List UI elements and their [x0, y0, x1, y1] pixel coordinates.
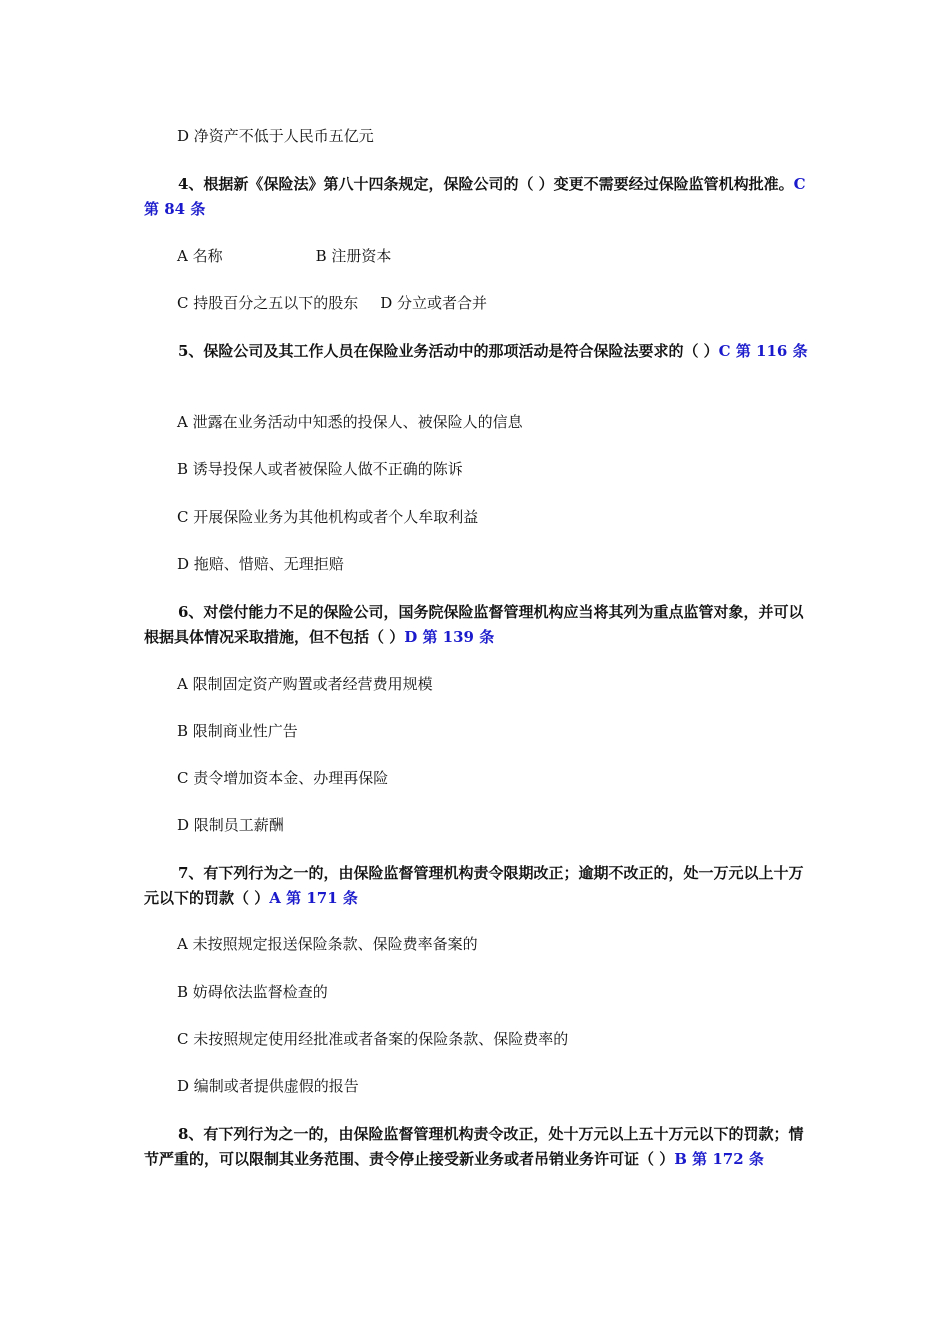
option-b: B 妨碍依法监督检查的 — [177, 983, 328, 1001]
question-text: 5、保险公司及其工作人员在保险业务活动中的那项活动是符合保险法要求的（ ） — [178, 342, 719, 360]
question-text: 8、有下列行为之一的，由保险监督管理机构责令改正，处十万元以上五十万元以下的罚款；情节严重的，可以限制其业务范围、责令停止接受新业务或者吊销业务许可证（ ） — [144, 1125, 804, 1168]
question-text: 6、对偿付能力不足的保险公司，国务院保险监督管理机构应当将其列为重点监管对象，并可以根据具体情况采取措施，但不包括（ ） — [144, 603, 804, 646]
option-d: D 拖赔、惜赔、无理拒赔 — [177, 555, 344, 573]
option-d: D 限制员工薪酬 — [177, 816, 284, 834]
question-5 — [144, 339, 808, 364]
question-7 — [144, 861, 808, 911]
question-6 — [144, 600, 808, 650]
option-b: B 限制商业性广告 — [177, 722, 298, 740]
answer-key: D 第 139 条 — [404, 628, 495, 646]
option-a: A 未按照规定报送保险条款、保险费率备案的 — [177, 935, 478, 953]
question-text: 4、根据新《保险法》第八十四条规定，保险公司的（ ）变更不需要经过保险监管机构批准。 — [178, 175, 794, 193]
options-row-4a — [177, 246, 391, 266]
question-text: 7、有下列行为之一的，由保险监督管理机构责令限期改正；逾期不改正的，处一万元以上十万元以下的罚款（ ） — [144, 864, 804, 907]
option-b: B 诱导投保人或者被保险人做不正确的陈诉 — [177, 460, 463, 478]
answer-key: C 第 84 条 — [144, 175, 806, 218]
option-c: C 持股百分之五以下的股东 — [177, 294, 359, 312]
option-d-q3: D 净资产不低于人民币五亿元 — [177, 127, 374, 145]
option-c: C 开展保险业务为其他机构或者个人牟取利益 — [177, 508, 479, 526]
option-d: D 编制或者提供虚假的报告 — [177, 1077, 359, 1095]
options-row-4b — [177, 293, 487, 313]
question-8 — [144, 1122, 808, 1172]
option-a: A 名称 — [177, 247, 223, 265]
option-a: A 泄露在业务活动中知悉的投保人、被保险人的信息 — [177, 413, 523, 431]
option-a: A 限制固定资产购置或者经营费用规模 — [177, 675, 433, 693]
question-4 — [144, 172, 808, 222]
option-d: D 分立或者合并 — [380, 294, 488, 312]
answer-key: A 第 171 条 — [269, 889, 358, 907]
option-c: C 未按照规定使用经批准或者备案的保险条款、保险费率的 — [177, 1030, 569, 1048]
answer-key: C 第 116 条 — [718, 342, 808, 360]
option-c: C 责令增加资本金、办理再保险 — [177, 769, 389, 787]
option-b: B 注册资本 — [315, 247, 392, 265]
answer-key: B 第 172 条 — [674, 1150, 764, 1168]
